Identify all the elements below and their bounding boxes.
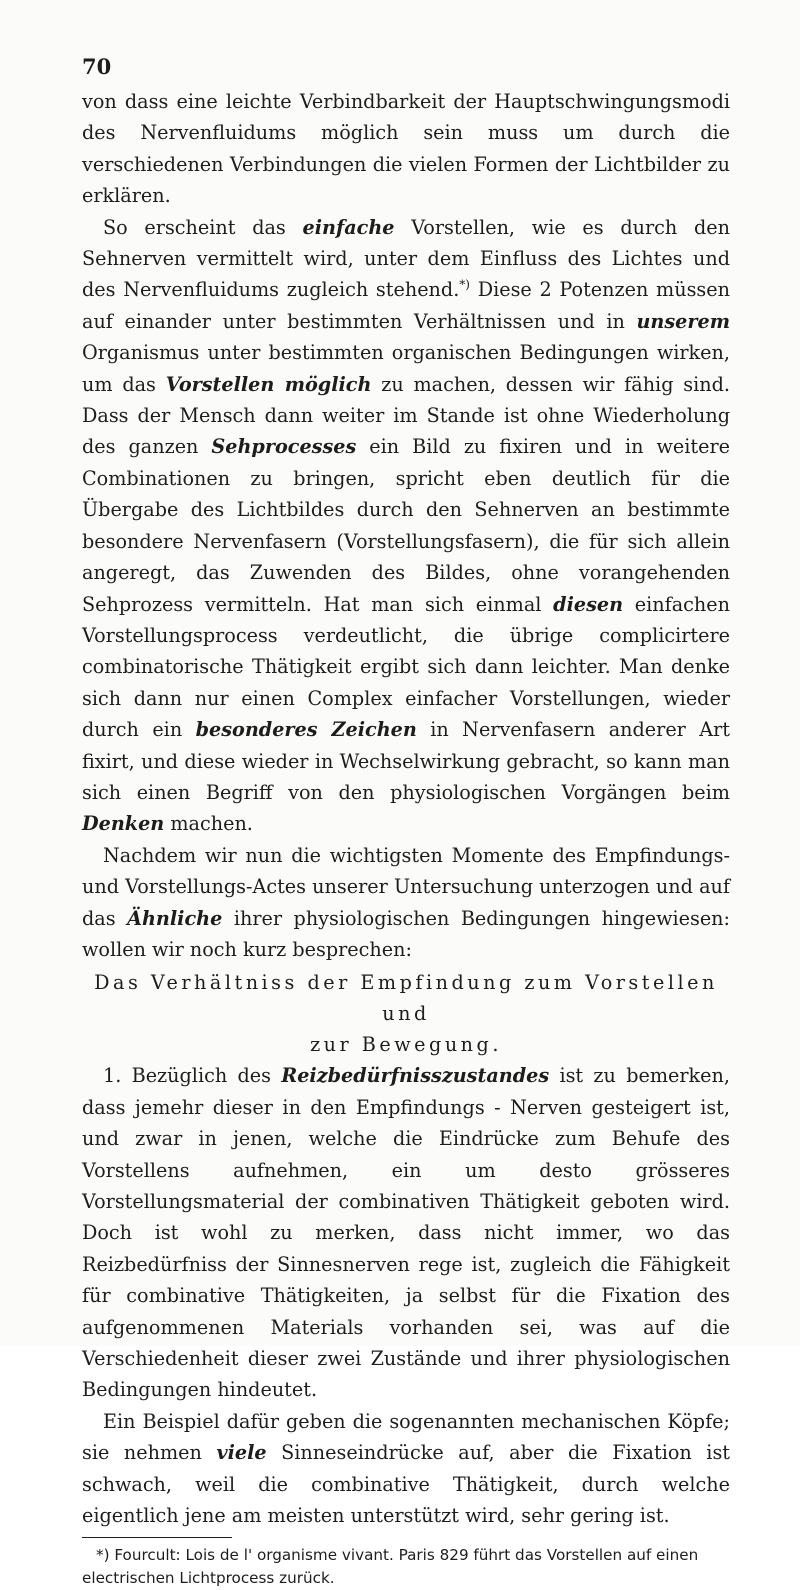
- text-run: in Nervenfasern anderer Art fixirt, und diese wieder in Wechselwirkung gebracht, so kann man sich einen Begriff von den physiologischen Vorgängen beim: [82, 718, 731, 804]
- emphasis-besonderes-zeichen: besonderes Zeichen: [195, 718, 417, 742]
- text-run: 1. Bezüglich des: [103, 1064, 282, 1088]
- section-heading-line-1: Das Verhältniss der Empfindung zum Vorstellen und: [94, 971, 718, 1026]
- emphasis-einfache: einfache: [302, 215, 395, 239]
- text-run: Ein Beispiel dafür geben die sogenannten mechanischen Köpfe; sie nehmen: [82, 1409, 730, 1465]
- emphasis-vorstellen-moeglich: Vorstellen möglich: [165, 372, 372, 396]
- text-run: einfachen Vorstellungsprocess verdeutlicht, die übrige complicirtere combinatorische Thätigkeit ergibt sich dann leichter. Man denke sich dann nur einen Complex einfacher Vorstellungen, wieder durch ein: [82, 592, 731, 742]
- text-run: Diese 2 Potenzen müssen auf einander unter bestimmten Verhältnissen und in: [82, 278, 730, 333]
- emphasis-unserem: unserem: [636, 309, 730, 333]
- footnote-text: Fourcult: Lois de l' organisme vivant. Paris 829 führt das Vorstellen auf einen electrischen Lichtprocess zurück.: [82, 1546, 699, 1588]
- text-run: Vorstellen, wie es durch den Sehnerven vermittelt wird, unter dem Einfluss des Lichtes und des Nervenfluidums zugleich stehend.: [82, 215, 730, 302]
- emphasis-diesen: diesen: [553, 592, 624, 616]
- text-run: Sinneseindrücke auf, aber die Fixation ist schwach, weil die combinative Thätigkeit, durch welche eigentlich jene am meisten unterstützt wird, sehr gering ist.: [82, 1441, 731, 1528]
- text-run: zu machen, dessen wir fähig sind. Dass der Mensch dann weiter im Stande ist ohne Wiederholung des ganzen: [82, 372, 730, 459]
- emphasis-aehnliche: Ähnliche: [127, 906, 223, 930]
- footnote-reference: *): [459, 278, 470, 293]
- text-run: So erscheint das: [103, 215, 303, 239]
- paragraph-2: [82, 212, 730, 840]
- emphasis-reizbeduerfnisszustandes: Reizbedürfnisszustandes: [281, 1064, 550, 1088]
- text-run: ihrer physiologischen Bedingungen hingewiesen: wollen wir noch kurz besprechen:: [82, 906, 731, 961]
- footnote-divider: [82, 1537, 232, 1538]
- text-run: Nachdem wir nun die wichtigsten Momente des Empfindungs- und Vorstellungs-Actes unserer Untersuchung unterzogen und auf das: [82, 843, 730, 930]
- paragraph-1-text: von dass eine leichte Verbindbarkeit der Hauptschwingungsmodi des Nervenfluidums möglich sein muss um durch die verschiedenen Verbindungen die vielen Formen der Lichtbilder zu erklären.: [82, 90, 730, 208]
- body-text: [82, 86, 730, 1590]
- emphasis-viele: viele: [216, 1441, 267, 1465]
- page-number: 70: [82, 54, 112, 79]
- paragraph-3: [82, 840, 730, 966]
- footnote-marker: *): [96, 1546, 110, 1565]
- text-run: machen.: [164, 812, 253, 836]
- section-heading-line-2: zur Bewegung.: [310, 1033, 502, 1057]
- section-heading: [82, 967, 730, 1060]
- paragraph-5: [82, 1406, 730, 1532]
- paragraph-4: [82, 1060, 730, 1405]
- paragraph-1: [82, 86, 730, 212]
- emphasis-sehprocesses: Sehprocesses: [211, 435, 357, 459]
- footnote: [82, 1544, 730, 1590]
- text-run: ist zu bemerken, dass jemehr dieser in den Empfindungs - Nerven gesteigert ist, und zwar in jenen, welche die Eindrücke zum Behufe des Vorstellens aufnehmen, ein um desto grösseres Vorstellungsmaterial der combinativen Thätigkeit geboten wird. Doch ist wohl zu merken, dass nicht immer, wo das Reizbedürfniss der Sinnesnerven rege ist, zugleich die Fähigkeit für combinative Thätigkeiten, ja selbst für die Fixation des aufgenommenen Materials vorhanden sei, was auf die Verschiedenheit dieser zwei Zustände und ihrer physiologischen Bedingungen hindeutet.: [82, 1064, 730, 1402]
- text-run: ein Bild zu fixiren und in weitere Combinationen zu bringen, spricht eben deutlich für die Übergabe des Lichtbildes durch den Sehnerven an bestimmte besondere Nervenfasern (Vorstellungsfasern), die für sich allein angeregt, das Zuwenden des Bildes, ohne vorangehenden Sehprozess vermitteln. Hat man sich einmal: [82, 435, 730, 616]
- text-run: Organismus unter bestimmten organischen Bedingungen wirken, um das: [82, 341, 730, 396]
- emphasis-denken: Denken: [82, 812, 165, 836]
